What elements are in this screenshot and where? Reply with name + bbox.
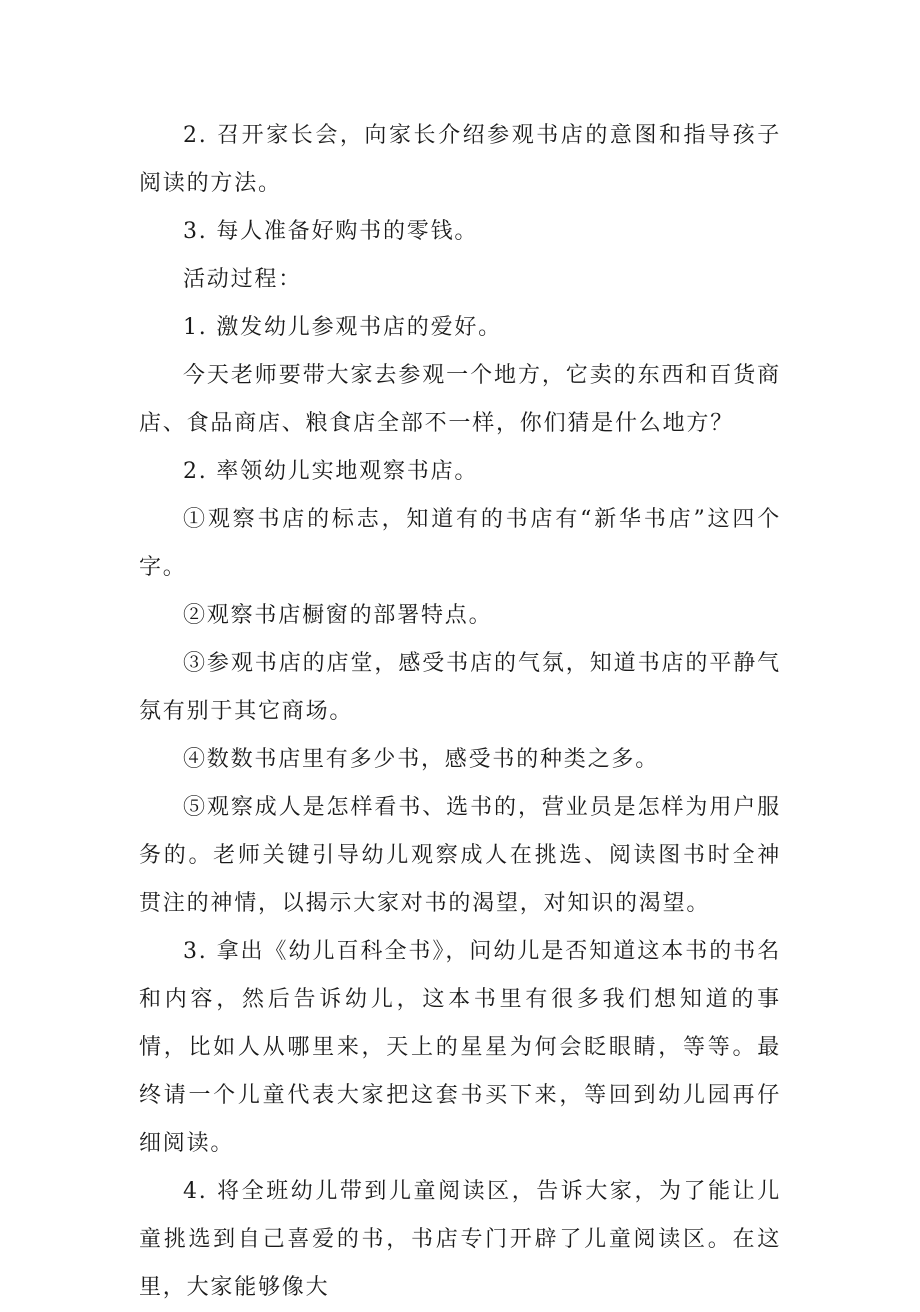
- paragraph-parent-meeting: 2. 召开家长会，向家长介绍参观书店的意图和指导孩子阅读的方法。: [139, 123, 781, 196]
- paragraph-step-4: 4. 将全班幼儿带到儿童阅读区，告诉大家，为了能让儿童挑选到自己喜爱的书，书店专门开辟了儿童阅读区。在这里，大家能够像大: [139, 1179, 781, 1300]
- paragraph-observe-adults: ⑤观察成人是怎样看书、选书的，营业员是怎样为用户服务的。老师关键引导幼儿观察成人在挑选、阅读图书时全神贯注的神情，以揭示大家对书的渴望，对知识的渴望。: [139, 795, 781, 916]
- paragraph-prepare-money: 3. 每人准备好购书的零钱。: [183, 219, 479, 244]
- paragraph-count-books: ④数数书店里有多少书，感受书的种类之多。: [183, 747, 660, 772]
- paragraph-step-2: 2. 率领幼儿实地观察书店。: [183, 459, 479, 484]
- section-heading-activity-process: 活动过程：: [183, 267, 303, 292]
- paragraph-step-1: 1. 激发幼儿参观书店的爱好。: [183, 315, 502, 340]
- paragraph-observe-window: ②观察书店橱窗的部署特点。: [183, 603, 493, 628]
- paragraph-observe-sign: ①观察书店的标志，知道有的书店有“新华书店”这四个字。: [139, 507, 781, 580]
- document-body: [139, 112, 781, 1312]
- paragraph-visit-hall: ③参观书店的店堂，感受书店的气氛，知道书店的平静气氛有别于其它商场。: [139, 651, 781, 724]
- paragraph-teacher-intro: 今天老师要带大家去参观一个地方，它卖的东西和百货商店、食品商店、粮食店全部不一样，你们猜是什么地方？: [139, 363, 781, 436]
- paragraph-step-3: 3. 拿出《幼儿百科全书》，问幼儿是否知道这本书的书名和内容，然后告诉幼儿，这本书里有很多我们想知道的事情，比如人从哪里来，天上的星星为何会眨眼睛，等等。最终请一个儿童代表大家把这套书买下来，等回到幼儿园再仔细阅读。: [139, 939, 781, 1156]
